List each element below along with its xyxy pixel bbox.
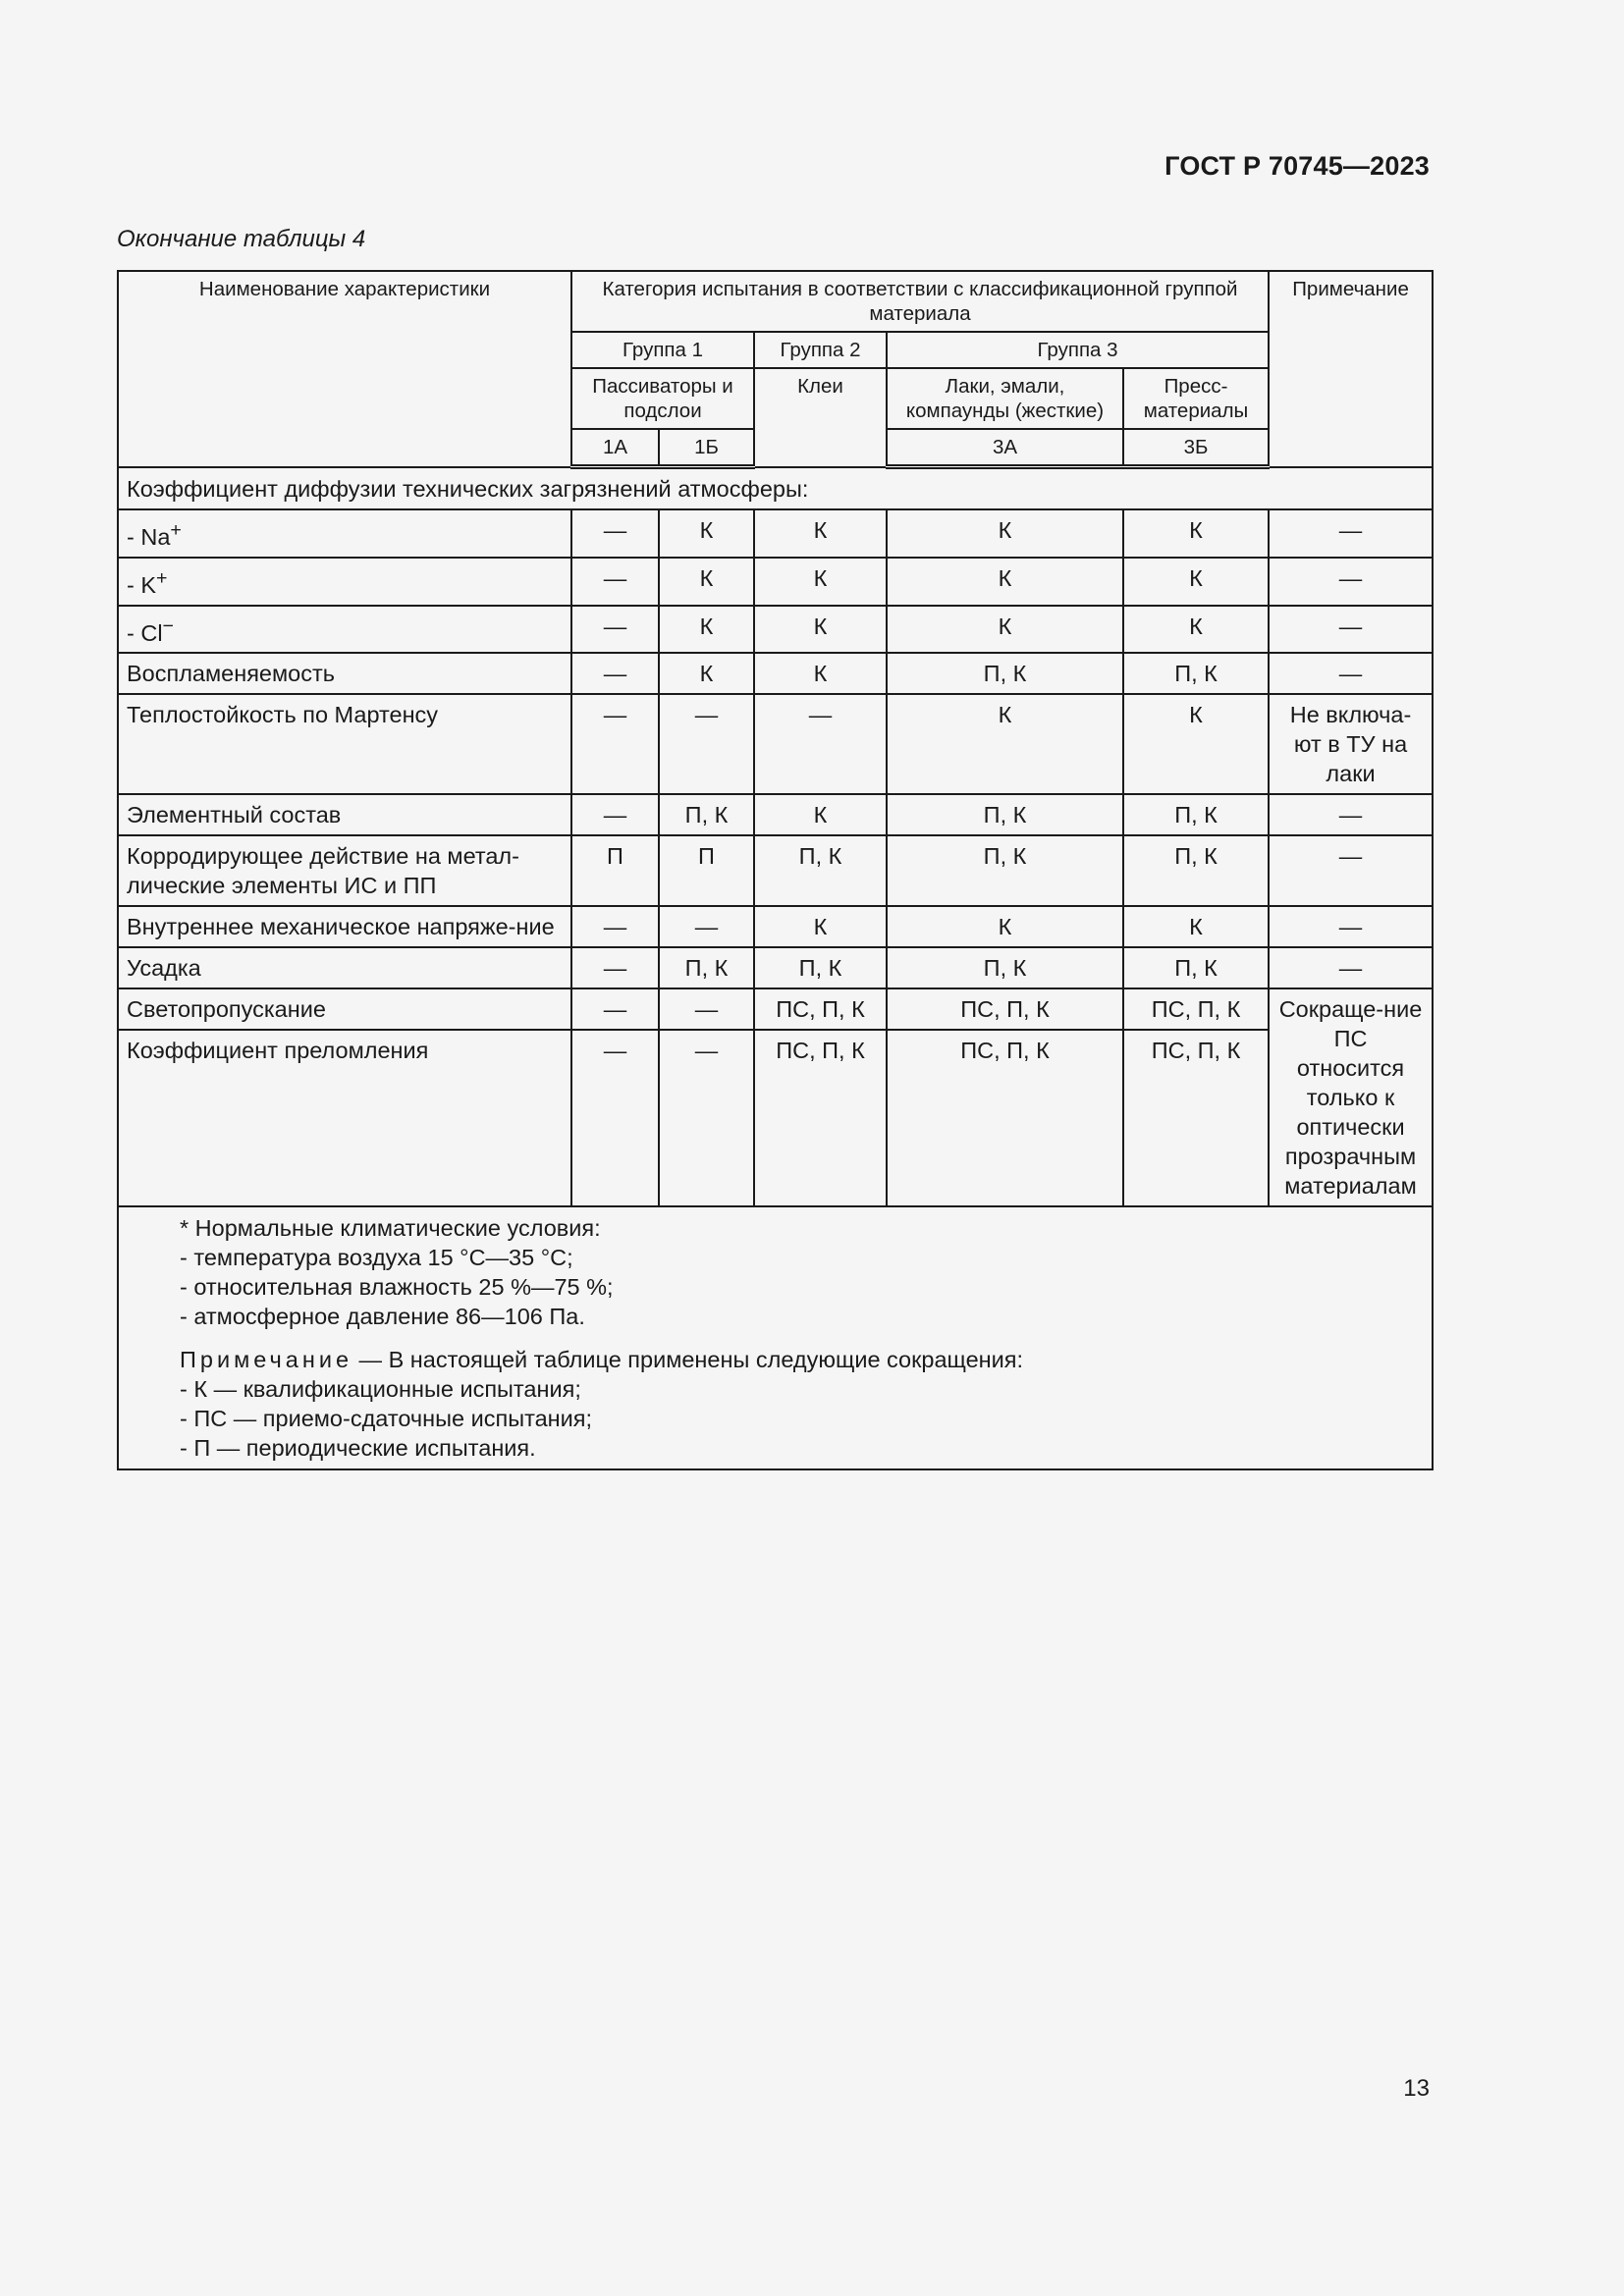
cell-1a: — (571, 694, 659, 794)
cell-group2: К (754, 606, 887, 654)
cell-1a: — (571, 988, 659, 1030)
test-category-table (117, 270, 1434, 1470)
footnote-item: - относительная влажность 25 %—75 %; (180, 1274, 614, 1301)
header-code-1a: 1А (571, 429, 659, 467)
row-name-sup: + (170, 519, 182, 541)
footnote-item: - температура воздуха 15 °С—35 °С; (180, 1245, 573, 1271)
row-name: Усадка (118, 947, 571, 988)
cell-1a: П (571, 835, 659, 906)
cell-3b: К (1123, 906, 1269, 947)
cell-3b: П, К (1123, 653, 1269, 694)
header-group-3: Группа 3 (887, 332, 1269, 368)
cell-3a: П, К (887, 835, 1123, 906)
note-item: - П — периодические испытания. (180, 1435, 536, 1462)
cell-group2: К (754, 558, 887, 606)
cell-note: — (1269, 653, 1433, 694)
note-text: — В настоящей таблице применены следующие сокращения: (352, 1347, 1024, 1373)
cell-group2: К (754, 906, 887, 947)
header-passivators: Пассиваторы и подслои (571, 368, 754, 429)
section-title: Коэффициент диффузии технических загрязнений атмосферы: (118, 467, 1433, 510)
header-code-3b: 3Б (1123, 429, 1269, 467)
row-name: Элементный состав (118, 794, 571, 835)
cell-group2: П, К (754, 947, 887, 988)
row-name: Теплостойкость по Мартенсу (118, 694, 571, 794)
cell-3a: ПС, П, К (887, 988, 1123, 1030)
footnote-item: - атмосферное давление 86—106 Па. (180, 1304, 585, 1330)
table-row (118, 947, 1433, 988)
cell-1b: — (659, 906, 754, 947)
cell-group2: — (754, 694, 887, 794)
cell-3a: П, К (887, 653, 1123, 694)
cell-1b: — (659, 988, 754, 1030)
cell-note-merged: Сокраще-ние ПС относится только к оптически прозрачным материалам (1269, 988, 1433, 1206)
cell-note: — (1269, 606, 1433, 654)
cell-3b: К (1123, 606, 1269, 654)
table-row (118, 794, 1433, 835)
table-row (118, 988, 1433, 1030)
cell-group2: К (754, 653, 887, 694)
table-row (118, 694, 1433, 794)
table-footnote-row (118, 1206, 1433, 1469)
cell-note: — (1269, 794, 1433, 835)
row-name: Коэффициент преломления (118, 1030, 571, 1206)
cell-3a: К (887, 509, 1123, 558)
cell-group2: ПС, П, К (754, 1030, 887, 1206)
cell-3b: К (1123, 694, 1269, 794)
cell-3a: К (887, 906, 1123, 947)
cell-note: — (1269, 947, 1433, 988)
cell-1b: П, К (659, 947, 754, 988)
cell-group2: К (754, 509, 887, 558)
table-footnotes (118, 1206, 1433, 1469)
cell-group2: К (754, 794, 887, 835)
cell-1a: — (571, 653, 659, 694)
cell-note: — (1269, 558, 1433, 606)
cell-3b: К (1123, 558, 1269, 606)
cell-1b: К (659, 653, 754, 694)
cell-note: — (1269, 906, 1433, 947)
table-row (118, 906, 1433, 947)
header-lacquers: Лаки, эмали, компаунды (жесткие) (887, 368, 1123, 429)
header-group-1: Группа 1 (571, 332, 754, 368)
header-code-1b: 1Б (659, 429, 754, 467)
cell-3a: К (887, 694, 1123, 794)
row-name (118, 606, 571, 654)
cell-1a: — (571, 794, 659, 835)
cell-3a: ПС, П, К (887, 1030, 1123, 1206)
header-group-2: Группа 2 (754, 332, 887, 368)
cell-3b: К (1123, 509, 1269, 558)
cell-1b: — (659, 1030, 754, 1206)
row-name: Корродирующее действие на метал-лические элементы ИС и ПП (118, 835, 571, 906)
cell-1b: К (659, 558, 754, 606)
cell-1b: П (659, 835, 754, 906)
cell-1a: — (571, 906, 659, 947)
row-name (118, 509, 571, 558)
row-name: Внутреннее механическое напряже-ние (118, 906, 571, 947)
cell-3b: ПС, П, К (1123, 1030, 1269, 1206)
cell-note: — (1269, 835, 1433, 906)
cell-1b: К (659, 509, 754, 558)
header-note: Примечание (1269, 271, 1433, 467)
row-name-text: - Na (127, 523, 171, 550)
table-row (118, 558, 1433, 606)
cell-1b: П, К (659, 794, 754, 835)
cell-1a: — (571, 558, 659, 606)
document-code: ГОСТ Р 70745—2023 (1164, 151, 1430, 181)
cell-3a: П, К (887, 947, 1123, 988)
cell-1a: — (571, 509, 659, 558)
row-name: Воспламеняемость (118, 653, 571, 694)
cell-3b: П, К (1123, 947, 1269, 988)
row-name: Светопропускание (118, 988, 571, 1030)
cell-3b: П, К (1123, 794, 1269, 835)
table-row (118, 606, 1433, 654)
cell-note: — (1269, 509, 1433, 558)
table-row (118, 835, 1433, 906)
cell-1b: — (659, 694, 754, 794)
page-number: 13 (1403, 2075, 1430, 2102)
cell-3a: К (887, 558, 1123, 606)
row-name-text: - K (127, 571, 157, 598)
header-characteristic-name: Наименование характеристики (118, 271, 571, 467)
header-test-category: Категория испытания в соответствии с классификационной группой материала (571, 271, 1269, 332)
note-label: Примечание (180, 1347, 353, 1373)
cell-3b: ПС, П, К (1123, 988, 1269, 1030)
cell-3a: П, К (887, 794, 1123, 835)
cell-1a: — (571, 947, 659, 988)
row-name (118, 558, 571, 606)
cell-1b: К (659, 606, 754, 654)
note-heading (180, 1345, 1420, 1374)
row-name-sup: + (156, 566, 168, 589)
note-item: - ПС — приемо-сдаточные испытания; (180, 1406, 593, 1432)
cell-group2: ПС, П, К (754, 988, 887, 1030)
table-caption: Окончание таблицы 4 (117, 226, 366, 252)
cell-1a: — (571, 1030, 659, 1206)
note-item: - К — квалификационные испытания; (180, 1376, 581, 1403)
cell-3a: К (887, 606, 1123, 654)
table-row (118, 509, 1433, 558)
header-code-3a: 3А (887, 429, 1123, 467)
cell-note: Не включа-ют в ТУ на лаки (1269, 694, 1433, 794)
section-row-diffusion (118, 467, 1433, 510)
row-name-sup: − (162, 614, 174, 637)
header-press-materials: Пресс-материалы (1123, 368, 1269, 429)
cell-group2: П, К (754, 835, 887, 906)
cell-3b: П, К (1123, 835, 1269, 906)
table-row (118, 653, 1433, 694)
row-name-text: - Cl (127, 619, 163, 646)
header-glues: Клеи (754, 368, 887, 467)
table-row (118, 1030, 1433, 1206)
cell-1a: — (571, 606, 659, 654)
footnote-title: * Нормальные климатические условия: (180, 1215, 601, 1242)
